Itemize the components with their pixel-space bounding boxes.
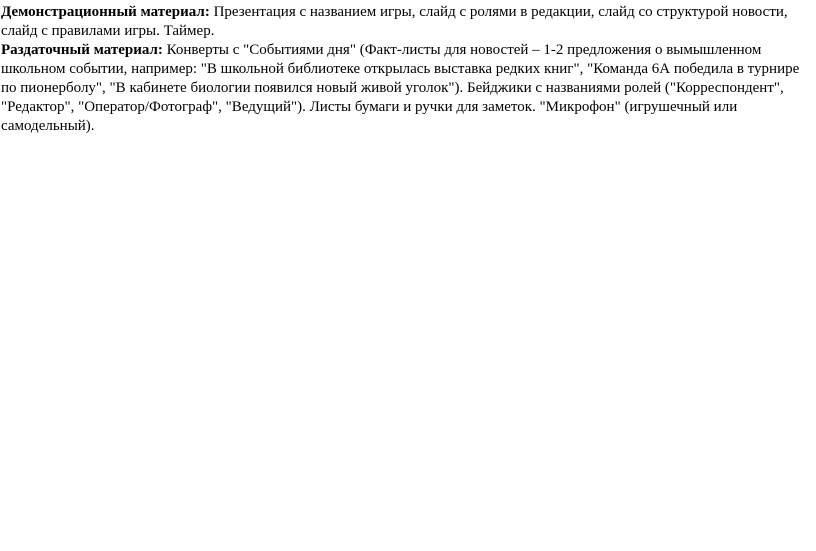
handout-material-text: Конверты с "Событиями дня" (Факт-листы для новостей – 1-2 предложения о вымышленном школьном событии, например: "В школьной библиотеке открылась выставка редких книг", "Команда 6А победила в турнире по пионерболу", "В кабинете биологии появился новый живой уголок"). Бейджики с названиями ролей ("Корреспондент", "Редактор", "Оператор/Фотограф", "Ведущий"). Листы бумаги и ручки для заметок. "Микрофон" (игрушечный или самодельный). (1, 42, 800, 134)
document-body (1, 3, 813, 136)
handout-material-paragraph (1, 41, 813, 136)
demo-material-label: Демонстрационный материал: (1, 4, 210, 20)
demo-material-paragraph (1, 3, 813, 41)
handout-material-label: Раздаточный материал: (1, 42, 163, 58)
demo-material-text: Презентация с названием игры, слайд с ролями в редакции, слайд со структурой новости, слайд с правилами игры. Таймер. (1, 4, 788, 39)
